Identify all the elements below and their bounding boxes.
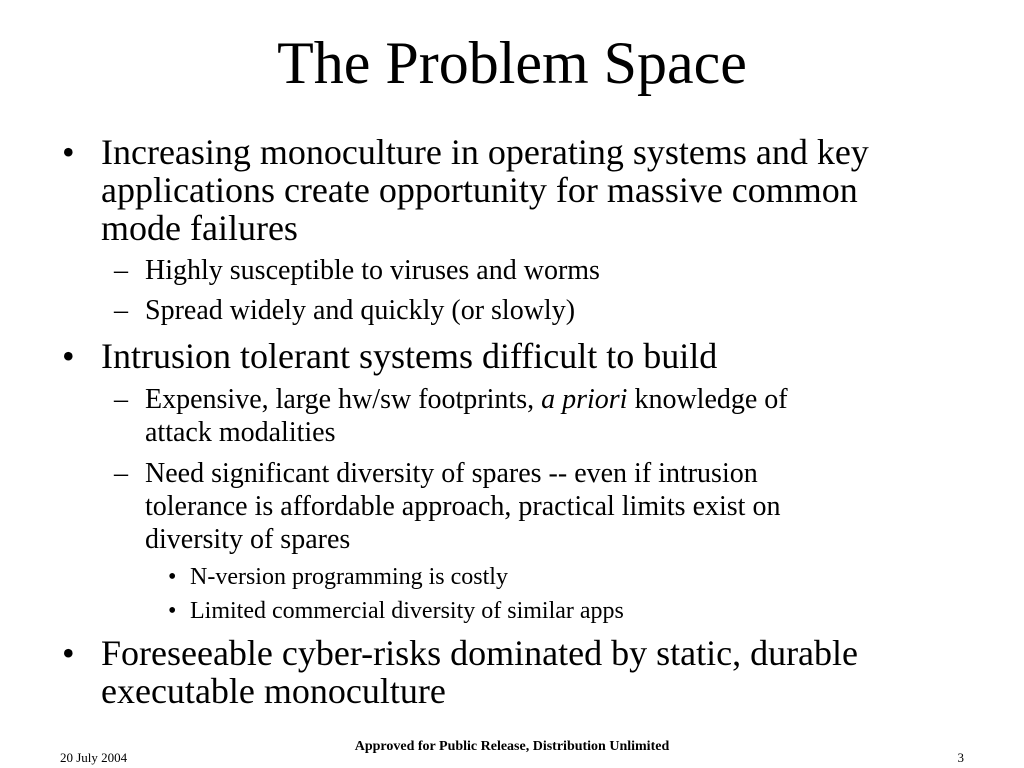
bullet1-sub1: Highly susceptible to viruses and worms: [145, 255, 600, 286]
dash-marker: –: [114, 384, 128, 415]
bullet3-line1: Foreseeable cyber-risks dominated by static, durable: [101, 633, 859, 673]
bullet-marker: •: [62, 336, 75, 376]
bullet2-subsub1: N-version programming is costly: [190, 564, 508, 590]
bullet1-line3: mode failures: [101, 208, 298, 248]
bullet-marker: •: [168, 564, 177, 590]
bullet-marker: •: [168, 598, 177, 624]
bullet2-sub1-line2: attack modalities: [145, 417, 336, 448]
sub1-text-pre: Expensive, large hw/sw footprints,: [145, 384, 535, 415]
dash-marker: –: [114, 458, 128, 489]
sub1-text-post: knowledge of: [634, 384, 788, 415]
slide-title: The Problem Space: [277, 30, 747, 96]
sub1-text-italic: a priori: [541, 384, 628, 415]
bullet1-line2: applications create opportunity for massive common: [101, 170, 858, 210]
bullet2-sub1-line1: [145, 383, 788, 416]
bullet2-sub2-line3: diversity of spares: [145, 524, 351, 555]
footer-date: 20 July 2004: [60, 750, 128, 765]
dash-marker: –: [114, 295, 128, 326]
bullet-marker: •: [62, 132, 75, 172]
bullet1-sub2: Spread widely and quickly (or slowly): [145, 295, 576, 326]
bullet2-subsub2: Limited commercial diversity of similar apps: [190, 598, 624, 624]
bullet2-sub2-line2: tolerance is affordable approach, practical limits exist on: [145, 491, 781, 522]
bullet2-sub2-line1: Need significant diversity of spares -- even if intrusion: [145, 458, 758, 489]
bullet2-line1: Intrusion tolerant systems difficult to build: [101, 336, 718, 376]
bullet1-line1: Increasing monoculture in operating systems and key: [101, 132, 869, 172]
page-number: 3: [957, 750, 964, 765]
footer-release-note: Approved for Public Release, Distribution Unlimited: [354, 739, 670, 754]
bullet3-line2: executable monoculture: [101, 671, 446, 711]
bullet-marker: •: [62, 633, 75, 673]
dash-marker: –: [114, 255, 128, 286]
